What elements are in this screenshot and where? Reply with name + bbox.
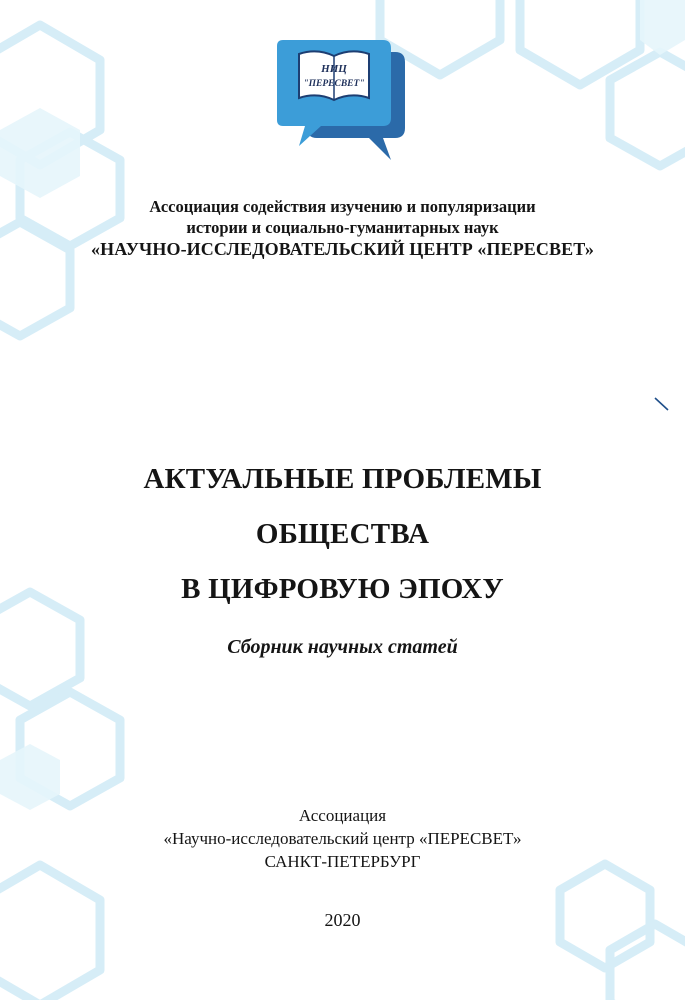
publisher-logo: [277, 36, 409, 168]
hexagon-decor: [610, 52, 685, 166]
organization-line-2: истории и социально-гуманитарных наук: [186, 218, 499, 237]
publisher-city: САНКТ-ПЕТЕРБУРГ: [264, 852, 421, 871]
logo-line-1: НИЦ: [321, 63, 347, 75]
book-title: [0, 452, 685, 617]
publisher-line-2: «Научно-исследовательский центр «ПЕРЕСВЕТ»: [163, 829, 522, 848]
scan-mark: [655, 398, 668, 410]
hexagon-fill-decor: [640, 0, 685, 55]
title-line-1: АКТУАЛЬНЫЕ ПРОБЛЕМЫ: [143, 463, 542, 495]
publication-year: 2020: [324, 910, 361, 930]
book-subtitle: Сборник научных статей: [227, 636, 458, 658]
publisher-info: [0, 804, 685, 873]
publisher-line-1: Ассоциация: [298, 806, 387, 825]
hexagon-decor: [0, 865, 100, 1000]
organization-line-1: Ассоциация содействия изучению и популяризации: [149, 197, 536, 216]
organization-line-3: «НАУЧНО-ИССЛЕДОВАТЕЛЬСКИЙ ЦЕНТР «ПЕРЕСВЕТ»: [91, 239, 594, 259]
book-speech-bubble-logo-icon: [277, 36, 409, 168]
logo-line-2: "ПЕРЕСВЕТ": [303, 79, 365, 89]
title-line-3: В ЦИФРОВУЮ ЭПОХУ: [181, 573, 504, 605]
organization-header: [0, 196, 685, 260]
title-line-2: ОБЩЕСТВА: [255, 518, 430, 550]
hexagon-fill-decor: [0, 108, 80, 198]
